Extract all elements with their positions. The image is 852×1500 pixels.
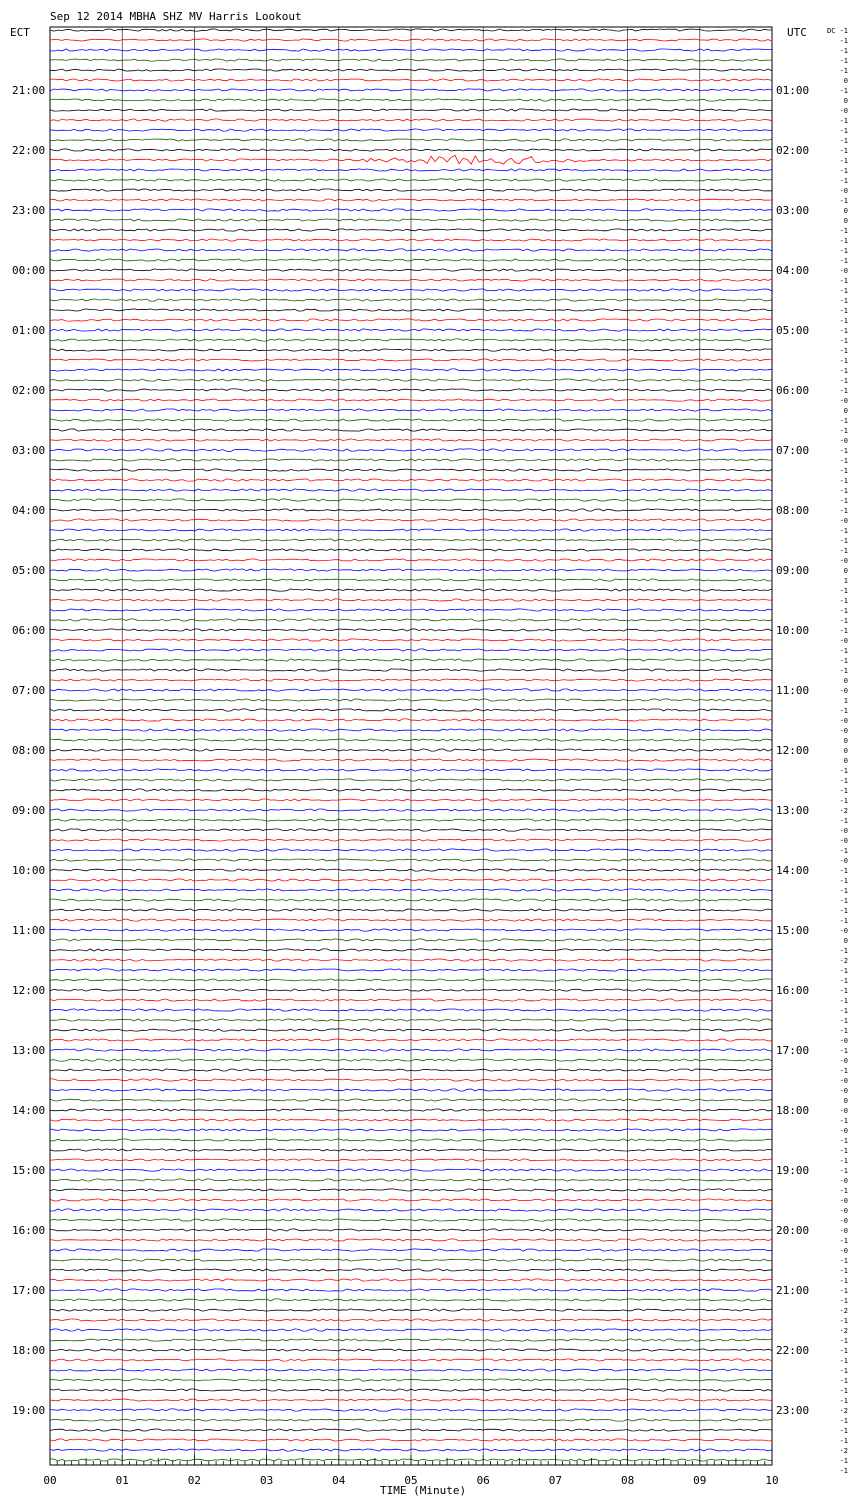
dc-value: -0	[839, 1037, 848, 1045]
left-hour-label: 14:00	[12, 1104, 46, 1117]
right-hour-label: 12:00	[776, 744, 810, 757]
dc-value: -1	[839, 767, 848, 775]
dc-value: -1	[839, 1267, 848, 1275]
dc-value: -1	[839, 427, 848, 435]
dc-value: -0	[839, 1087, 848, 1095]
dc-value: -0	[839, 517, 848, 525]
dc-value: -1	[839, 67, 848, 75]
hour-labels	[12, 84, 809, 1417]
dc-value: -1	[839, 197, 848, 205]
dc-value: -1	[839, 667, 848, 675]
dc-value: -0	[839, 1177, 848, 1185]
dc-value: -0	[839, 927, 848, 935]
dc-value: 0	[843, 217, 848, 225]
left-hour-label: 11:00	[12, 924, 46, 937]
dc-value: -1	[839, 527, 848, 535]
dc-value: -1	[839, 1007, 848, 1015]
dc-value: -1	[839, 967, 848, 975]
right-hour-label: 06:00	[776, 384, 810, 397]
left-hour-label: 03:00	[12, 444, 46, 457]
dc-value: -1	[839, 137, 848, 145]
dc-value: -1	[839, 247, 848, 255]
dc-value: -1	[839, 227, 848, 235]
dc-value: 0	[843, 677, 848, 685]
dc-value: -0	[839, 1247, 848, 1255]
left-hour-label: 17:00	[12, 1284, 46, 1297]
left-hour-label: 05:00	[12, 564, 46, 577]
dc-value: 0	[843, 567, 848, 575]
left-hour-label: 06:00	[12, 624, 46, 637]
dc-value: -1	[839, 27, 848, 35]
dc-value: -0	[839, 437, 848, 445]
right-hour-label: 20:00	[776, 1224, 810, 1237]
x-tick-label: 01	[115, 1474, 129, 1487]
x-tick-label: 10	[765, 1474, 779, 1487]
left-hour-label: 18:00	[12, 1344, 46, 1357]
dc-value: -1	[839, 1147, 848, 1155]
dc-value: -1	[839, 1297, 848, 1305]
dc-value: -1	[839, 297, 848, 305]
dc-value: -1	[839, 1047, 848, 1055]
left-hour-label: 16:00	[12, 1224, 46, 1237]
x-tick-label: 05	[404, 1474, 418, 1487]
dc-value: -1	[839, 177, 848, 185]
right-hour-label: 18:00	[776, 1104, 810, 1117]
x-tick-label: 02	[187, 1474, 202, 1487]
dc-value: -1	[839, 617, 848, 625]
dc-value: -1	[839, 1427, 848, 1435]
dc-value: -1	[839, 587, 848, 595]
dc-value: -1	[839, 867, 848, 875]
dc-value: -0	[839, 1077, 848, 1085]
dc-value: -1	[839, 87, 848, 95]
x-tick-label: 09	[693, 1474, 707, 1487]
dc-header-label: DC	[827, 27, 836, 35]
dc-value: -0	[839, 857, 848, 865]
dc-value: -1	[839, 447, 848, 455]
dc-value: 0	[843, 747, 848, 755]
right-hour-label: 10:00	[776, 624, 810, 637]
dc-value: -1	[839, 127, 848, 135]
right-timezone-label: UTC	[787, 26, 807, 39]
dc-value: -1	[839, 777, 848, 785]
dc-value: -1	[839, 797, 848, 805]
x-tick-label: 08	[620, 1474, 635, 1487]
right-hour-label: 02:00	[776, 144, 810, 157]
dc-value: -0	[839, 687, 848, 695]
x-tick-label: 03	[259, 1474, 274, 1487]
right-hour-label: 09:00	[776, 564, 810, 577]
right-hour-label: 23:00	[776, 1404, 810, 1417]
dc-value: -1	[839, 977, 848, 985]
dc-value: -0	[839, 637, 848, 645]
dc-value: -1	[839, 887, 848, 895]
left-hour-label: 04:00	[12, 504, 46, 517]
dc-value: -0	[839, 107, 848, 115]
x-tick-label: 06	[476, 1474, 490, 1487]
right-hour-label: 11:00	[776, 684, 810, 697]
dc-value: -1	[839, 817, 848, 825]
right-hour-label: 19:00	[776, 1164, 810, 1177]
left-hour-label: 09:00	[12, 804, 46, 817]
dc-value: -1	[839, 307, 848, 315]
left-hour-label: 08:00	[12, 744, 46, 757]
dc-value: -1	[839, 1387, 848, 1395]
right-hour-label: 15:00	[776, 924, 810, 937]
dc-value: -1	[839, 457, 848, 465]
dc-value: -1	[839, 467, 848, 475]
dc-value: -1	[839, 1317, 848, 1325]
dc-value: -1	[839, 237, 848, 245]
dc-value: -1	[839, 257, 848, 265]
dc-value: 0	[843, 77, 848, 85]
dc-value: -1	[839, 377, 848, 385]
dc-values	[840, 27, 848, 1475]
dc-value: -0	[839, 837, 848, 845]
left-hour-label: 15:00	[12, 1164, 46, 1177]
dc-value: 0	[843, 737, 848, 745]
right-hour-label: 17:00	[776, 1044, 810, 1057]
dc-value: -1	[839, 907, 848, 915]
dc-value: 0	[843, 1097, 848, 1105]
dc-value: -1	[839, 607, 848, 615]
dc-value: -1	[839, 337, 848, 345]
dc-value: -1	[839, 117, 848, 125]
dc-value: -1	[839, 347, 848, 355]
left-hour-label: 00:00	[12, 264, 46, 277]
dc-value: -1	[839, 917, 848, 925]
dc-value: -1	[839, 357, 848, 365]
dc-value: -1	[839, 147, 848, 155]
dc-value: -0	[839, 1107, 848, 1115]
dc-value: -1	[839, 987, 848, 995]
left-timezone-label: ECT	[10, 26, 30, 39]
right-hour-label: 22:00	[776, 1344, 810, 1357]
dc-value: -1	[839, 327, 848, 335]
right-hour-label: 05:00	[776, 324, 810, 337]
dc-value: -0	[839, 1207, 848, 1215]
x-tick-label: 04	[332, 1474, 346, 1487]
dc-value: -1	[839, 1067, 848, 1075]
dc-value: -1	[839, 657, 848, 665]
dc-value: -1	[839, 597, 848, 605]
dc-value: -1	[839, 997, 848, 1005]
left-hour-label: 10:00	[12, 864, 46, 877]
dc-value: 0	[843, 97, 848, 105]
dc-value: -1	[839, 1437, 848, 1445]
left-hour-label: 21:00	[12, 84, 46, 97]
dc-value: -2	[839, 957, 848, 965]
dc-value: -0	[839, 1057, 848, 1065]
left-hour-label: 02:00	[12, 384, 46, 397]
dc-value: 0	[843, 407, 848, 415]
dc-value: -1	[839, 1397, 848, 1405]
dc-value: -0	[839, 187, 848, 195]
dc-value: -1	[839, 847, 848, 855]
dc-value: -0	[839, 1197, 848, 1205]
dc-value: 1	[843, 577, 848, 585]
left-hour-label: 23:00	[12, 204, 46, 217]
dc-value: -1	[839, 487, 848, 495]
dc-value: -1	[839, 1377, 848, 1385]
x-axis	[43, 1455, 778, 1487]
dc-value: -1	[839, 387, 848, 395]
right-hour-label: 03:00	[776, 204, 810, 217]
x-axis-label: TIME (Minute)	[380, 1484, 467, 1497]
dc-value: -1	[839, 1287, 848, 1295]
dc-value: -1	[839, 537, 848, 545]
dc-value: -1	[839, 477, 848, 485]
dc-value: -1	[839, 787, 848, 795]
dc-value: 1	[843, 697, 848, 705]
dc-value: -1	[839, 627, 848, 635]
dc-value: -1	[839, 1467, 848, 1475]
dc-value: 0	[843, 757, 848, 765]
right-hour-label: 16:00	[776, 984, 810, 997]
dc-value: -1	[839, 1457, 848, 1465]
x-tick-label: 00	[43, 1474, 57, 1487]
right-hour-label: 01:00	[776, 84, 810, 97]
dc-value: -2	[839, 1307, 848, 1315]
right-hour-label: 07:00	[776, 444, 810, 457]
dc-value: -1	[839, 1117, 848, 1125]
dc-value: -1	[839, 1257, 848, 1265]
dc-value: -1	[839, 47, 848, 55]
dc-value: -1	[839, 1357, 848, 1365]
dc-value: -0	[839, 717, 848, 725]
dc-value: -1	[839, 417, 848, 425]
dc-value: -2	[839, 807, 848, 815]
chart-title: Sep 12 2014 MBHA SHZ MV Harris Lookout	[50, 10, 302, 23]
dc-value: -0	[839, 267, 848, 275]
right-hour-label: 14:00	[776, 864, 810, 877]
dc-value: -1	[839, 37, 848, 45]
left-hour-label: 19:00	[12, 1404, 46, 1417]
left-hour-label: 22:00	[12, 144, 46, 157]
dc-value: -0	[839, 1127, 848, 1135]
dc-value: -0	[839, 557, 848, 565]
dc-value: -1	[839, 877, 848, 885]
dc-value: -1	[839, 1337, 848, 1345]
dc-value: -1	[839, 497, 848, 505]
dc-value: -1	[839, 57, 848, 65]
dc-value: -1	[839, 157, 848, 165]
dc-value: -1	[839, 1347, 848, 1355]
right-hour-label: 08:00	[776, 504, 810, 517]
dc-value: 0	[843, 207, 848, 215]
dc-value: -1	[839, 947, 848, 955]
dc-value: -1	[839, 167, 848, 175]
dc-value: -1	[839, 707, 848, 715]
dc-value: -1	[839, 1157, 848, 1165]
dc-value: -1	[839, 547, 848, 555]
dc-value: -1	[839, 277, 848, 285]
left-hour-label: 13:00	[12, 1044, 46, 1057]
dc-value: -1	[839, 1277, 848, 1285]
dc-value: -1	[839, 287, 848, 295]
dc-value: -0	[839, 1217, 848, 1225]
left-hour-label: 07:00	[12, 684, 46, 697]
dc-value: -1	[839, 1027, 848, 1035]
dc-value: -1	[839, 1187, 848, 1195]
dc-value: -0	[839, 1227, 848, 1235]
dc-value: -1	[839, 1237, 848, 1245]
dc-value: -1	[839, 317, 848, 325]
right-hour-label: 21:00	[776, 1284, 810, 1297]
left-hour-label: 12:00	[12, 984, 46, 997]
right-hour-label: 13:00	[776, 804, 810, 817]
dc-value: -2	[839, 1447, 848, 1455]
dc-value: -0	[839, 727, 848, 735]
dc-value: -1	[839, 897, 848, 905]
dc-value: -1	[839, 1167, 848, 1175]
dc-value: -1	[839, 647, 848, 655]
dc-value: -1	[839, 1017, 848, 1025]
dc-value: -1	[839, 507, 848, 515]
dc-value: -1	[839, 1367, 848, 1375]
dc-value: 0	[843, 937, 848, 945]
x-tick-label: 07	[548, 1474, 563, 1487]
dc-value: -0	[839, 397, 848, 405]
dc-value: -1	[839, 1137, 848, 1145]
dc-value: -2	[839, 1407, 848, 1415]
dc-value: -1	[839, 1417, 848, 1425]
dc-value: -1	[839, 367, 848, 375]
right-hour-label: 04:00	[776, 264, 810, 277]
dc-value: -2	[839, 1327, 848, 1335]
left-hour-label: 01:00	[12, 324, 46, 337]
dc-value: -0	[839, 827, 848, 835]
